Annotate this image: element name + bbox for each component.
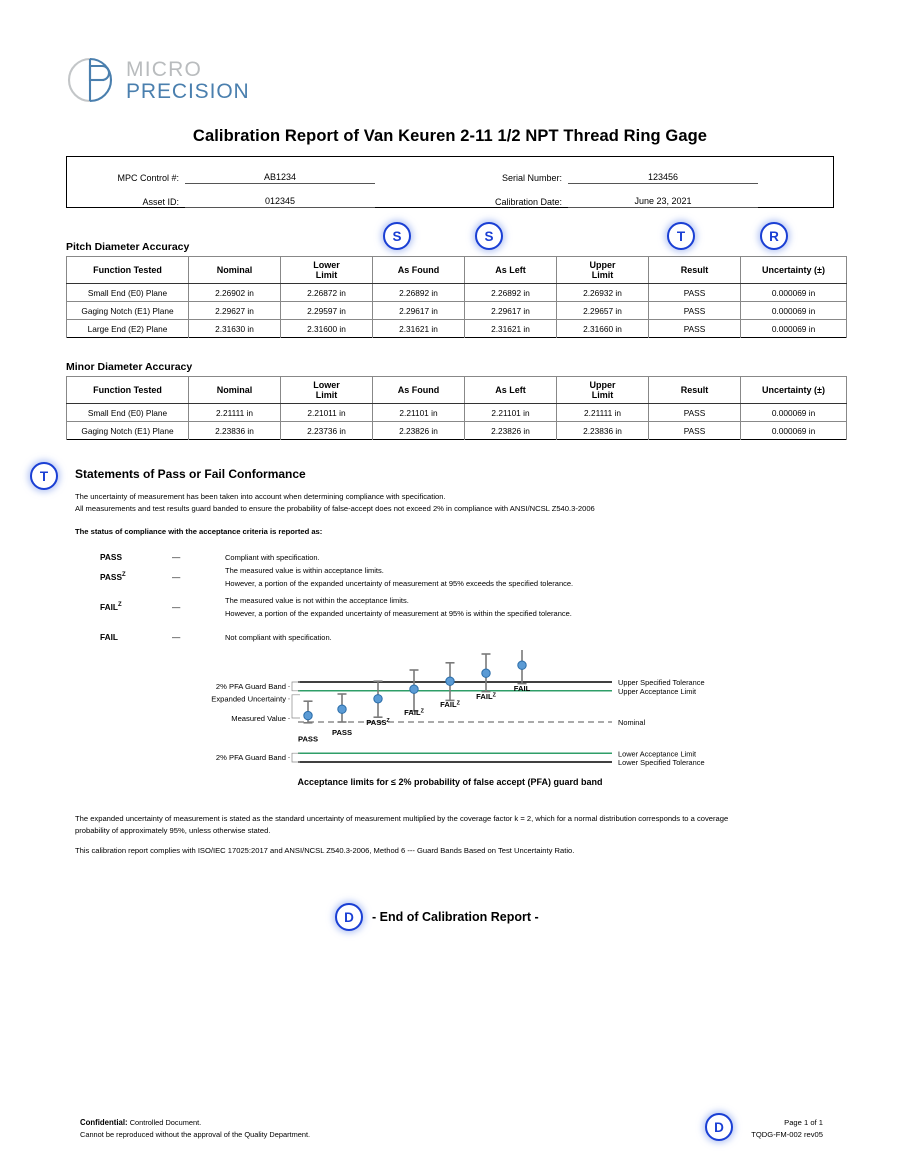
data-point-label: $FAIL^Z$ xyxy=(404,708,424,718)
col-label: Result xyxy=(680,264,709,275)
section-heading-minor-diameter: Minor Diameter Accuracy xyxy=(66,361,193,373)
cell-as-left: 2.26892 in xyxy=(465,284,557,302)
compliance-statement: This calibration report complies with ISO/IEC 17025:2017 and ANSI/NCSL Z540.3-2006, Method 6 --- Guard Bands Based on Test Uncertainty Ratio. xyxy=(75,846,575,855)
annotation-badge-r-uncertainty: R xyxy=(760,222,788,250)
cell-nominal: 2.29627 in xyxy=(189,302,281,320)
reference-line-label: Upper Specified Tolerance xyxy=(618,678,705,688)
annotation-badge-s-as-left: S xyxy=(475,222,503,250)
cell-upper-limit: 2.31660 in xyxy=(557,320,649,338)
conformance-paragraph-line2: All measurements and test results guard banded to ensure the probability of false-accept does not exceed 2% in compliance with ANSI/NCSL Z540.3-2006 xyxy=(75,504,595,513)
col-label: Uncertainty (±) xyxy=(762,264,825,275)
criteria-definition-pass: Compliant with specification. xyxy=(225,553,320,562)
cell-upper-limit: 2.21111 in xyxy=(557,404,649,422)
chart-annotation-label: 2% PFA Guard Band xyxy=(215,753,286,763)
col-result xyxy=(649,257,741,284)
data-point-label: $PASS^Z$ xyxy=(366,717,390,727)
cell-as-found: 2.29617 in xyxy=(373,302,465,320)
col-label: Nominal xyxy=(216,264,253,275)
col-uncertainty xyxy=(741,257,847,284)
cell-function: Gaging Notch (E1) Plane xyxy=(67,422,189,440)
criteria-term-label: FAIL xyxy=(100,632,118,642)
cell-as-left: 2.23826 in xyxy=(465,422,557,440)
cell-uncertainty: 0.000069 in xyxy=(741,284,847,302)
cell-nominal: 2.31630 in xyxy=(189,320,281,338)
cell-as-left: 2.29617 in xyxy=(465,302,557,320)
chart-annotation-bracket xyxy=(292,682,300,691)
col-label-2: Limit xyxy=(315,390,338,400)
field-asset-id xyxy=(67,188,450,208)
cell-as-found: 2.26892 in xyxy=(373,284,465,302)
logo-text-precision: PRECISION xyxy=(126,79,250,103)
col-lower-limit xyxy=(281,377,373,404)
chart-annotation-bracket xyxy=(292,753,300,762)
annotation-badge-d-end: D xyxy=(335,903,363,931)
footer-confidential-line1 xyxy=(80,1117,310,1129)
field-value: 012345 xyxy=(185,196,375,208)
field-label: MPC Control #: xyxy=(117,173,179,183)
criteria-term-fail xyxy=(100,632,118,642)
data-point-label: $FAIL^Z$ xyxy=(476,692,496,702)
data-point xyxy=(518,661,526,669)
criteria-term-pass xyxy=(100,552,122,562)
field-value: 123456 xyxy=(568,172,758,184)
col-label: Lower xyxy=(313,259,340,270)
col-function-tested xyxy=(67,377,189,404)
table-header-row xyxy=(67,377,847,404)
footer-page-number: Page 1 of 1 xyxy=(784,1118,823,1127)
data-point xyxy=(446,677,454,685)
data-point xyxy=(374,695,382,703)
cell-lower-limit: 2.21011 in xyxy=(281,404,373,422)
col-uncertainty xyxy=(741,377,847,404)
cell-lower-limit: 2.31600 in xyxy=(281,320,373,338)
criteria-definition-pass-z-line1: The measured value is within acceptance limits. xyxy=(225,566,384,575)
reference-line-label: Upper Acceptance Limit xyxy=(618,687,697,696)
cell-nominal: 2.23836 in xyxy=(189,422,281,440)
col-upper-limit xyxy=(557,257,649,284)
section-heading-pitch-diameter: Pitch Diameter Accuracy xyxy=(66,241,190,253)
annotation-badge-s-as-found: S xyxy=(383,222,411,250)
criteria-dash: — xyxy=(172,572,181,582)
guard-band-chart xyxy=(180,650,740,780)
header-info-right-column xyxy=(450,157,833,207)
col-label: Upper xyxy=(589,259,616,270)
end-of-report-block xyxy=(335,903,539,931)
cell-upper-limit: 2.26932 in xyxy=(557,284,649,302)
footer-confidential-text: Controlled Document. xyxy=(129,1118,202,1127)
col-result xyxy=(649,377,741,404)
col-lower-limit xyxy=(281,257,373,284)
header-info-box xyxy=(66,156,834,208)
field-value: June 23, 2021 xyxy=(568,196,758,208)
criteria-term-pass-z xyxy=(100,572,126,582)
field-label: Calibration Date: xyxy=(494,197,562,207)
col-nominal xyxy=(189,377,281,404)
table-row xyxy=(67,404,847,422)
uncertainty-statement-line1: The expanded uncertainty of measurement is stated as the standard uncertainty of measurement multiplied by the coverage factor k = 2, which for a normal distribution corresponds to a coverage xyxy=(75,814,729,823)
col-label: As Found xyxy=(397,264,440,275)
annotation-badge-t-conformance: T xyxy=(30,462,58,490)
page-title: Calibration Report of Van Keuren 2-11 1/2 NPT Thread Ring Gage xyxy=(192,127,708,145)
table-row xyxy=(67,284,847,302)
cell-lower-limit: 2.23736 in xyxy=(281,422,373,440)
table-pitch-diameter-accuracy xyxy=(66,256,847,338)
col-function-tested xyxy=(67,257,189,284)
cell-result: PASS xyxy=(649,302,741,320)
data-point xyxy=(338,705,346,713)
cell-nominal: 2.26902 in xyxy=(189,284,281,302)
table-row xyxy=(67,320,847,338)
annotation-badge-t-result: T xyxy=(667,222,695,250)
chart-annotation-label: 2% PFA Guard Band xyxy=(215,681,286,691)
cell-nominal: 2.21111 in xyxy=(189,404,281,422)
criteria-term-superscript: Z xyxy=(117,602,122,609)
col-as-found xyxy=(373,377,465,404)
field-label: Serial Number: xyxy=(501,173,562,183)
chart-annotation-label: Measured Value xyxy=(231,714,286,723)
criteria-term-fail-z xyxy=(100,602,122,612)
criteria-term-label: FAIL xyxy=(100,602,118,612)
col-label-2: Limit xyxy=(315,270,338,280)
col-label: As Left xyxy=(495,384,526,395)
cell-as-found: 2.23826 in xyxy=(373,422,465,440)
col-label: Lower xyxy=(313,379,340,390)
criteria-dash: — xyxy=(172,632,181,642)
company-logo xyxy=(66,56,250,104)
micro-precision-circle-logo xyxy=(66,56,114,104)
chart-caption: Acceptance limits for ≤ 2% probability of false accept (PFA) guard band xyxy=(297,777,603,787)
table-row xyxy=(67,422,847,440)
footer-page-info xyxy=(748,1117,823,1141)
logo-text-micro: MICRO xyxy=(126,57,202,81)
cell-function: Small End (E0) Plane xyxy=(67,404,189,422)
data-point-label: $FAIL^Z$ xyxy=(440,700,460,710)
col-as-left xyxy=(465,257,557,284)
cell-result: PASS xyxy=(649,404,741,422)
col-label: Function Tested xyxy=(93,264,162,275)
cell-as-found: 2.21101 in xyxy=(373,404,465,422)
cell-uncertainty: 0.000069 in xyxy=(741,302,847,320)
criteria-dash: — xyxy=(172,552,181,562)
reference-line-label: Lower Acceptance Limit xyxy=(618,749,697,759)
criteria-definition-fail-z-line1: The measured value is not within the acceptance limits. xyxy=(225,596,409,605)
conformance-status-intro: The status of compliance with the acceptance criteria is reported as: xyxy=(75,527,323,536)
footer-confidential-line2: Cannot be reproduced without the approval of the Quality Department. xyxy=(80,1130,311,1140)
col-label: Uncertainty (±) xyxy=(762,384,825,395)
cell-upper-limit: 2.29657 in xyxy=(557,302,649,320)
data-point-label: FAIL xyxy=(513,684,531,694)
data-point xyxy=(410,685,418,693)
cell-result: PASS xyxy=(649,284,741,302)
end-of-report-text: - End of Calibration Report - xyxy=(372,910,539,924)
reference-line-label: Nominal xyxy=(618,718,646,728)
field-mpc-control xyxy=(67,164,450,184)
col-label: Upper xyxy=(589,379,616,390)
cell-as-found: 2.31621 in xyxy=(373,320,465,338)
chart-annotation-label: Expanded Uncertainty xyxy=(211,694,286,704)
col-label: As Found xyxy=(397,384,440,395)
cell-upper-limit: 2.23836 in xyxy=(557,422,649,440)
reference-line-label: Lower Specified Tolerance xyxy=(618,758,705,768)
table-header-row xyxy=(67,257,847,284)
table-row xyxy=(67,302,847,320)
col-as-left xyxy=(465,377,557,404)
col-label-2: Limit xyxy=(591,390,614,400)
field-value: AB1234 xyxy=(185,172,375,184)
criteria-definition-fail: Not compliant with specification. xyxy=(225,633,332,642)
cell-as-left: 2.21101 in xyxy=(465,404,557,422)
col-label: As Left xyxy=(495,264,526,275)
data-point xyxy=(482,669,490,677)
criteria-definition-pass-z-line2: However, a portion of the expanded uncertainty of measurement at 95% exceeds the specified tolerance. xyxy=(225,579,574,588)
col-label: Function Tested xyxy=(93,384,162,395)
col-upper-limit xyxy=(557,377,649,404)
footer-confidential-label: Confidential: xyxy=(80,1118,128,1127)
annotation-badge-d-footer: D xyxy=(705,1113,733,1141)
cell-uncertainty: 0.000069 in xyxy=(741,320,847,338)
cell-result: PASS xyxy=(649,320,741,338)
data-point-label: PASS xyxy=(297,734,319,744)
criteria-term-label: PASS xyxy=(100,572,122,582)
cell-as-left: 2.31621 in xyxy=(465,320,557,338)
footer-form-number: TQDG-FM-002 rev05 xyxy=(751,1129,823,1139)
cell-function: Gaging Notch (E1) Plane xyxy=(67,302,189,320)
conformance-heading: Statements of Pass or Fail Conformance xyxy=(75,467,306,481)
field-serial-number xyxy=(450,164,833,184)
cell-uncertainty: 0.000069 in xyxy=(741,404,847,422)
criteria-dash: — xyxy=(172,602,181,612)
cell-lower-limit: 2.29597 in xyxy=(281,302,373,320)
field-calibration-date xyxy=(450,188,833,208)
col-as-found xyxy=(373,257,465,284)
data-point-label: PASS xyxy=(331,728,353,738)
cell-uncertainty: 0.000069 in xyxy=(741,422,847,440)
cell-result: PASS xyxy=(649,422,741,440)
col-label-2: Limit xyxy=(591,270,614,280)
footer-confidential xyxy=(80,1117,310,1141)
criteria-term-superscript: Z xyxy=(121,572,126,579)
chart-annotation-bracket xyxy=(292,695,300,718)
cell-lower-limit: 2.26872 in xyxy=(281,284,373,302)
cell-function: Small End (E0) Plane xyxy=(67,284,189,302)
header-info-left-column xyxy=(67,157,450,207)
col-label: Nominal xyxy=(216,384,253,395)
data-point xyxy=(304,711,312,719)
uncertainty-statement-line2: probability of approximately 95%, unless otherwise stated. xyxy=(75,826,271,835)
table-minor-diameter-accuracy xyxy=(66,376,847,440)
criteria-definition-fail-z-line2: However, a portion of the expanded uncertainty of measurement at 95% is within the specified tolerance. xyxy=(225,609,572,618)
conformance-paragraph-line1: The uncertainty of measurement has been taken into account when determining compliance with specification. xyxy=(75,492,446,501)
cell-function: Large End (E2) Plane xyxy=(67,320,189,338)
criteria-term-label: PASS xyxy=(100,552,122,562)
col-label: Result xyxy=(680,384,709,395)
field-label: Asset ID: xyxy=(142,197,179,207)
col-nominal xyxy=(189,257,281,284)
guard-band-svg xyxy=(180,650,740,780)
